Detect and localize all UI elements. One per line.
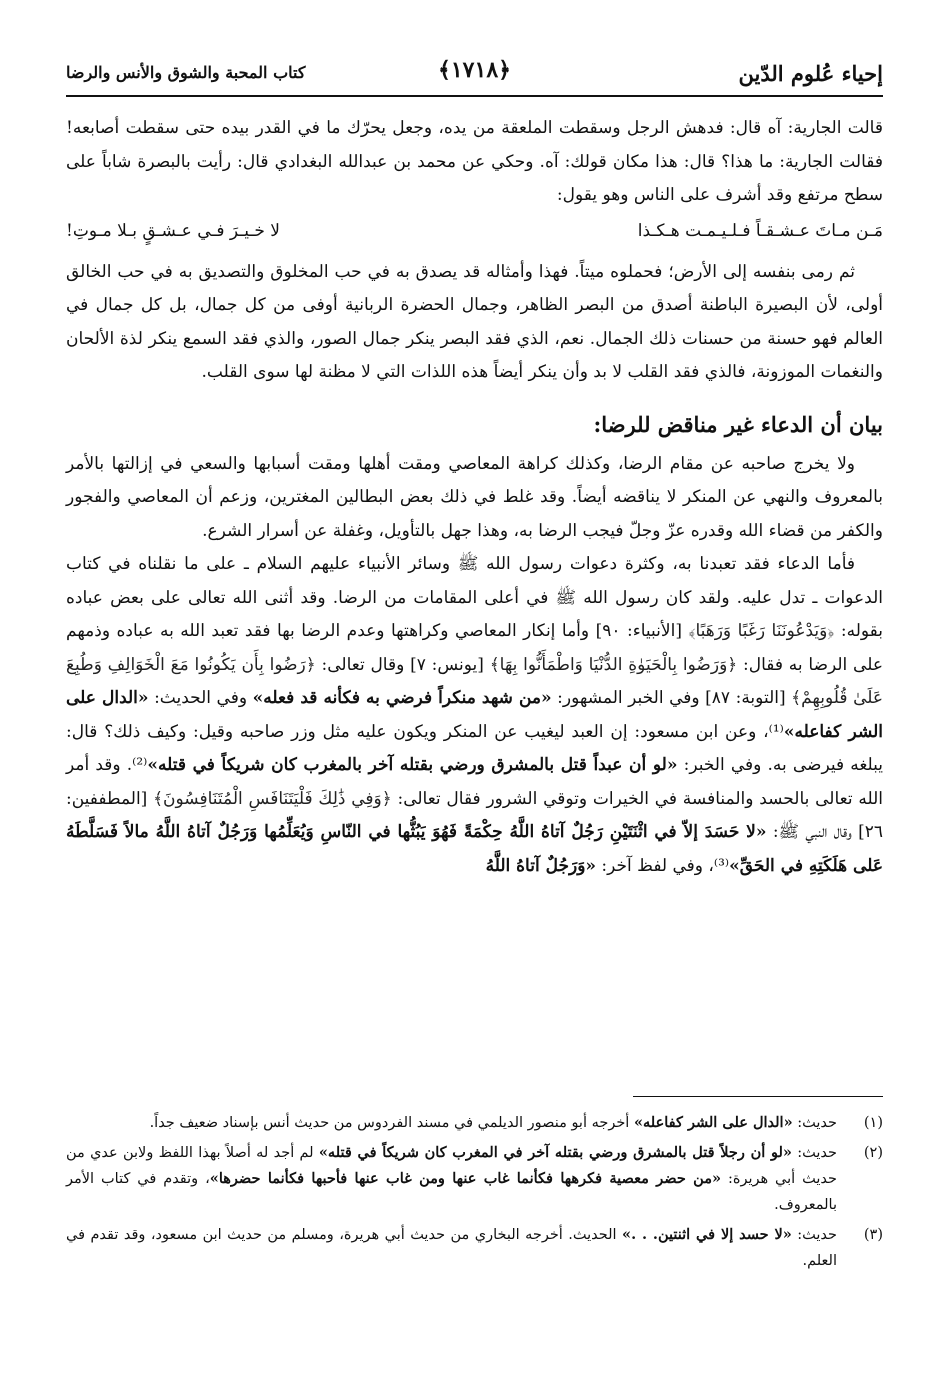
hadith-quote: «لو أن عبداً قتل بالمشرق ورضي بقتله آخر بالمغرب كان شريكاً في قتله» (147, 755, 678, 775)
text-run: لم أجد له أصلاً بهذا اللفظ ولابن عدي من حديث أبي هريرة: (66, 1145, 837, 1187)
footnote-2 (66, 1140, 883, 1218)
footnote-3 (66, 1222, 883, 1274)
poetry-verse (66, 214, 883, 248)
page-number: ﴿١٧١٨﴾ (437, 57, 512, 83)
chapter-title: كتاب المحبة والشوق والأنس والرضا (66, 63, 306, 82)
text-run: فأما الدعاء فقد تعبدنا به، وكثرة دعوات رسول الله ﷺ وسائر الأنبياء عليهم السلام ـ على ما نقلناه في كتاب الدعوات ـ تدل عليه. ولقد كان رسول الله ﷺ في أعلى المقامات من الرضا. وقد أثنى الله تعالى على بعض عباده بقوله: (66, 554, 883, 641)
text-run: [يونس: ٧] وقال تعالى: (315, 654, 490, 675)
paragraph-4 (66, 548, 883, 883)
paragraph-1: قالت الجارية: آه قال: فدهش الرجل وسقطت الملعقة من يده، وجعل يحرّك ما في القدر بيده حتى سقطت أصابعه! فقالت الجارية: ما هذا؟ قال: هذا مكان قولك: آه. وحكي عن محمد بن عبدالله البغدادي قال: رأيت بالبصرة شاباً على سطح مرتفع وقد أشرف على الناس وهو يقول: (66, 118, 883, 205)
text-run: ⁽³⁾، وفي لفظ آخر: (596, 855, 730, 876)
footnote-text (66, 1140, 837, 1218)
running-header (66, 55, 883, 95)
footnote-divider (633, 1096, 883, 1097)
footnote-1 (66, 1110, 883, 1136)
paragraph-2: ثم رمى بنفسه إلى الأرض؛ فحملوه ميتاً. فهذا وأمثاله قد يصدق به في حب المخلوق والتصديق به في حب الخالق أولى، لأن البصيرة الباطنة أصدق من البصر الظاهر، وجمال الحضرة الربانية أوفى من كل جمال، بل كل جمال في العالم فهو حسنة من حسنات ذلك الجمال. نعم، الذي فقد البصر ينكر جمال الصور، والذي فقد السمع ينكر لذة الألحان والنغمات الموزونة، فالذي فقد القلب لا بد وأن ينكر أيضاً هذه اللذات التي لا مظنة لها سوى القلب. (66, 261, 883, 382)
hadith-quote: «وَرَجُلٌ آتاهُ اللَّهُ (485, 855, 597, 876)
main-text (66, 112, 883, 883)
verse-hemistich-right: مَـن مـاتَ عـشـقـاً فـلـيـمـت هـكـذا (637, 220, 883, 241)
footnote-number: (٢) (863, 1145, 883, 1161)
book-title: إحياء عُلوم الدّين (738, 61, 883, 86)
quran-quote: ﴿رَضُوا بِأَن يَكُونُوا مَعَ الْخَوَالِفِ وَطُبِعَ عَلَىٰ قُلُوبِهِمْ﴾ (66, 654, 884, 708)
paragraph-3: ولا يخرج صاحبه عن مقام الرضا، وكذلك كراهة المعاصي ومقت أهلها ومقت أسبابها والسعي في إزالتها بالأمر بالمعروف والنهي عن المنكر لا يناقضه أيضاً. وقد غلط في ذلك بعض البطالين المغترين، وزعم أن المعاصي والفجور والكفر من قضاء الله وقدره عزّ وجلّ فيجب الرضا به، وهذا جهل بالتأويل، وغفلة عن أسرار الشرع. (66, 453, 883, 541)
text-run: الحديث. أخرجه البخاري من حديث أبي هريرة، ومسلم من حديث ابن مسعود، وقد تقدم في العلم. (66, 1227, 837, 1269)
footnotes (66, 1110, 883, 1278)
footnote-text (66, 1110, 837, 1136)
text-run: حديث: (792, 1115, 837, 1131)
hadith-quote: «لا حسد إلا في اثنتين. . .» (622, 1226, 792, 1243)
text-run: [الأنبياء: ٩٠] وأما إنكار المعاصي وكراهتها وعدم الرضا بها فقد تعبد الله به عباده وذمهم على الرضا به فقال: (66, 621, 883, 675)
section-heading: بيان أن الدعاء غير مناقض للرضا: (593, 411, 883, 437)
hadith-quote: «الدال على الشر كفاعله» (633, 1114, 793, 1131)
hadith-quote: «لو أن رجلاً قتل بالمشرق ورضي بقتله آخر في المغرب كان شريكاً في قتله» (318, 1144, 792, 1161)
hadith-quote: «من حضر معصية فكرهها فكأنما غاب عنها ومن غاب عنها فأحبها فكأنما حضرها» (209, 1170, 722, 1187)
footnote-number: (٣) (863, 1227, 883, 1243)
hadith-quote: «الدال على الشر كفاعله» (66, 688, 884, 742)
text-run: حديث: (791, 1145, 837, 1161)
text-run: ، وتقدم في كتاب الأمر بالمعروف. (66, 1171, 837, 1213)
verse-hemistich-left: لا خـيـرَ فـي عـشـقٍ بـلا مـوتِ! (66, 220, 280, 241)
text-run: وفي الحديث: (148, 688, 253, 708)
footnote-number: (١) (863, 1115, 883, 1131)
text-run: ⁽²⁾. وقد أمر الله تعالى بالحسد والمنافسة في الخيرات وتوقي الشرور فقال تعالى: (66, 755, 883, 809)
text-run: حديث: (791, 1227, 837, 1243)
hadith-quote: «من شهد منكراً فرضي به فكأنه قد فعله» (252, 688, 552, 708)
text-run: أخرجه أبو منصور الديلمي في مسند الفردوس من حديث أنس بإسناد ضعيف جداً. (149, 1115, 634, 1131)
footnote-text (66, 1222, 837, 1274)
text-run: [المطففين: ٢٦] وقال النبي ﷺ: (66, 788, 883, 842)
quran-quote: ﴿وَفِي ذَٰلِكَ فَلْيَتَنَافَسِ الْمُتَنَافِسُونَ﴾ (153, 788, 392, 809)
text-run: ⁽¹⁾، وعن ابن مسعود: إن العبد ليغيب عن المنكر ويكون عليه مثل وزر صاحبه وقيل: وكيف ذلك؟ قال: يبلغه فيرضى به. وفي الخبر: (66, 721, 884, 775)
quran-quote: ﴿وَيَدْعُونَنَا رَغَبًا وَرَهَبًا﴾ (688, 621, 835, 641)
text-run: [التوبة: ٨٧] وفي الخبر المشهور: (551, 688, 792, 708)
hadith-quote: «لا حَسَدَ إلاّ في اثْنَتَيْنِ رَجُلٌ آتاهُ اللَّهُ حِكْمَةً فَهُوَ يَبُثُّها في النّاسِ وَيُعَلِّمُها وَرَجُلٌ آتاهُ اللَّهُ مالاً فَسَلَّطَهُ عَلى هَلَكَتِهِ في الحَقِّ» (66, 822, 883, 876)
quran-quote: ﴿وَرَضُوا بِالْحَيَوٰةِ الدُّنْيَا وَاطْمَأَنُّوا بِهَا﴾ (489, 654, 738, 675)
header-divider (66, 95, 883, 97)
